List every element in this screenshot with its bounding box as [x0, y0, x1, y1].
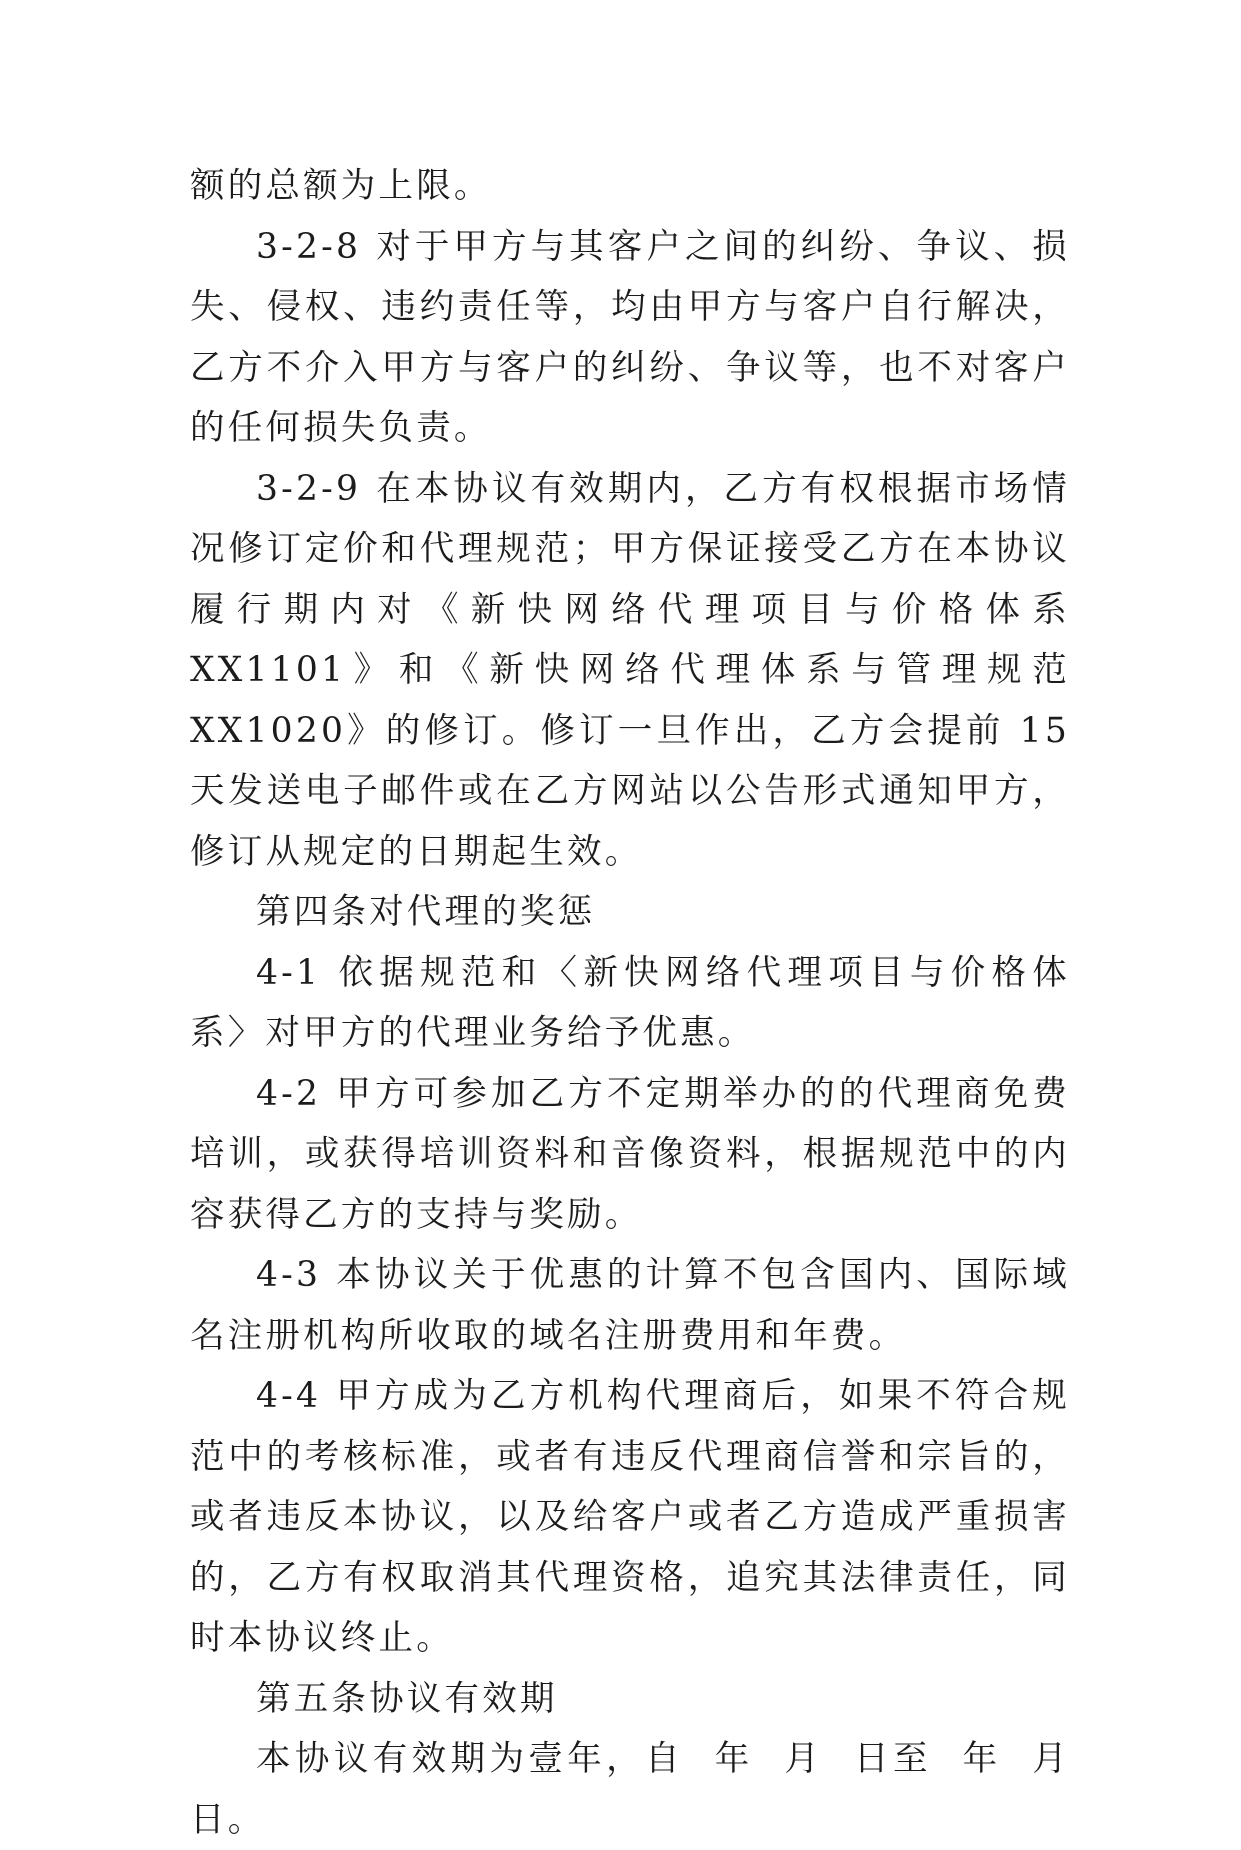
clause-3-2-9: 3-2-9 在本协议有效期内，乙方有权根据市场情况修订定价和代理规范；甲方保证接受乙方在本协议履行期内对《新快网络代理项目与价格体系 XX1101》和《新快网络代理体系与管理规范 XX1020》的修订。修订一旦作出，乙方会提前 15 天发送电子邮件或在乙方网站以公告形式通知甲方，修订从规定的日期起生效。 — [190, 468, 1070, 872]
clause-4-1: 4-1 依据规范和〈新快网络代理项目与价格体系〉对甲方的代理业务给予优惠。 — [190, 952, 1070, 1053]
clause-3-2-8: 3-2-8 对于甲方与其客户之间的纠纷、争议、损失、侵权、违约责任等，均由甲方与客户自行解决，乙方不介入甲方与客户的纠纷、争议等，也不对客户的任何损失负责。 — [190, 226, 1070, 448]
clause-4-4: 4-4 甲方成为乙方机构代理商后，如果不符合规范中的考核标准，或者有违反代理商信誉和宗旨的，或者违反本协议，以及给客户或者乙方造成严重损害的，乙方有权取消其代理资格，追究其法律责任，同时本协议终止。 — [190, 1376, 1070, 1658]
document-body — [190, 156, 1099, 1850]
article-5-heading: 第五条协议有效期 — [256, 1678, 558, 1719]
article-4-heading: 第四条对代理的奖惩 — [256, 892, 596, 932]
clause-4-2: 4-2 甲方可参加乙方不定期举办的的代理商免费培训，或获得培训资料和音像资料，根据规范中的内容获得乙方的支持与奖励。 — [190, 1073, 1070, 1235]
paragraph-continuation: 额的总额为上限。 — [190, 166, 492, 206]
validity-period-text: 本协议有效期为壹年，自 年 月 日至 年 月 日。 — [190, 1739, 1099, 1840]
clause-4-3: 4-3 本协议关于优惠的计算不包含国内、国际域名注册机构所收取的域名注册费用和年费。 — [190, 1255, 1070, 1356]
